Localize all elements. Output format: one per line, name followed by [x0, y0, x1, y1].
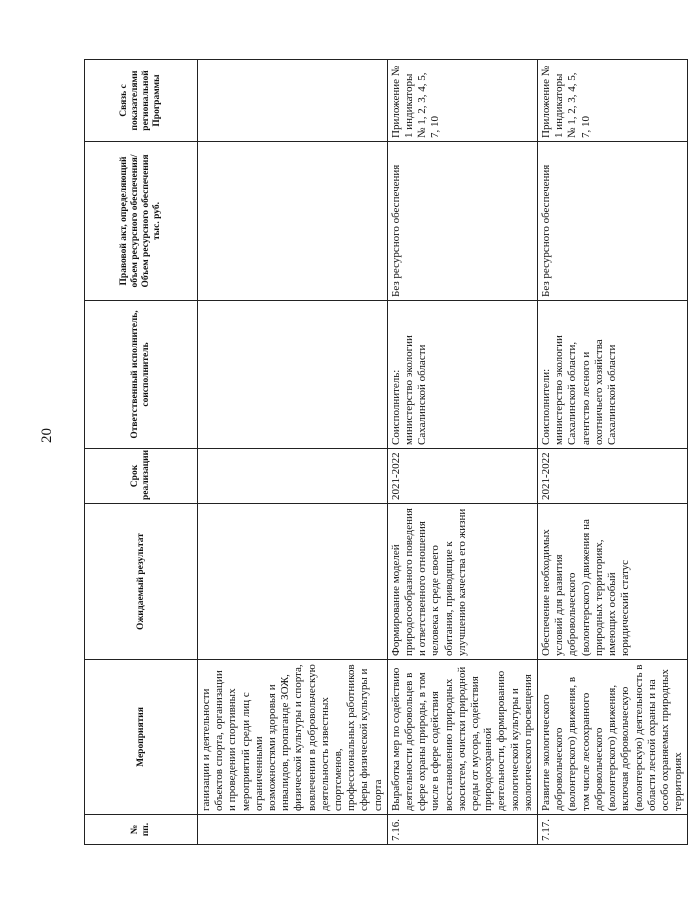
cell-term: 2021-2022: [538, 449, 688, 504]
cell-legal: [198, 142, 388, 301]
cell-executor: [198, 301, 388, 449]
table-row: [387, 60, 537, 845]
header-activity: Мероприятия: [85, 660, 198, 815]
cell-result: [198, 504, 388, 660]
header-executor: Ответственный исполнитель, соисполнитель: [85, 301, 198, 449]
header-result: Ожидаемый результат: [85, 504, 198, 660]
header-term: Срок реализации: [85, 449, 198, 504]
cell-result: Формирование моделей природосообразного поведения и ответственного отношения человека к среде своего обитания, приводящие к улучшению качества его жизни: [387, 504, 537, 660]
cell-activity: Развитие экологического добровольческого (волонтерского) движения, в том числе лесоохранного добровольческого (волонтерского) движения, включая добровольческую (волонтерскую) деятельность в области лесной охраны и на особо охраняемых природных территориях: [538, 660, 688, 815]
header-num: № пп.: [85, 815, 198, 845]
measures-table: [84, 59, 688, 845]
cell-executor: Соисполнитель: министерство экологии Сахалинской области: [387, 301, 537, 449]
table-header-row: [85, 60, 198, 845]
table-row: [538, 60, 688, 845]
cell-link: Приложение № 1 индикаторы № 1, 2, 3, 4, 5, 7, 10: [387, 60, 537, 142]
cell-link: [198, 60, 388, 142]
cell-activity: ганизации и деятельности объектов спорта, организации и проведении спортивных мероприятий среди лиц с ограниченными возможностями здоровья и инвалидов, пропаганде ЗОЖ, физической культуры и спорта, вовлечении в добровольческую деятельность известных спортсменов, профессиональных работников сферы физической культуры и спорта: [198, 660, 388, 815]
header-link: Связь с показателями региональной Программы: [85, 60, 198, 142]
table-row: [198, 60, 388, 845]
cell-executor: Соисполнители: министерство экологии Сахалинской области, агентство лесного и охотничьего хозяйства Сахалинской области: [538, 301, 688, 449]
cell-term: [198, 449, 388, 504]
cell-num: 7.17.: [538, 815, 688, 845]
page-number: 20: [39, 428, 55, 443]
cell-link: Приложение № 1 индикаторы № 1, 2, 3, 4, 5, 7, 10: [538, 60, 688, 142]
cell-num: [198, 815, 388, 845]
cell-term: 2021-2022: [387, 449, 537, 504]
cell-legal: Без ресурсного обеспечения: [387, 142, 537, 301]
header-legal: Правовой акт, определяющий объем ресурсного обеспечения/Объем ресурсного обеспечения тыс. руб.: [85, 142, 198, 301]
cell-legal: Без ресурсного обеспечения: [538, 142, 688, 301]
cell-result: Обеспечение необходимых условий для развития добровольческого (волонтерского) движения на природных территориях, имеющих особый юридический статус: [538, 504, 688, 660]
cell-num: 7.16.: [387, 815, 537, 845]
cell-activity: Выработка мер по содействию деятельности добровольцев в сфере охраны природы, в том числе в сфере содействия восстановлению природных экосистем, очистки природной среды от мусора, содействия природоохранной деятельности, формированию экологической культуры и экологического просвещения: [387, 660, 537, 815]
